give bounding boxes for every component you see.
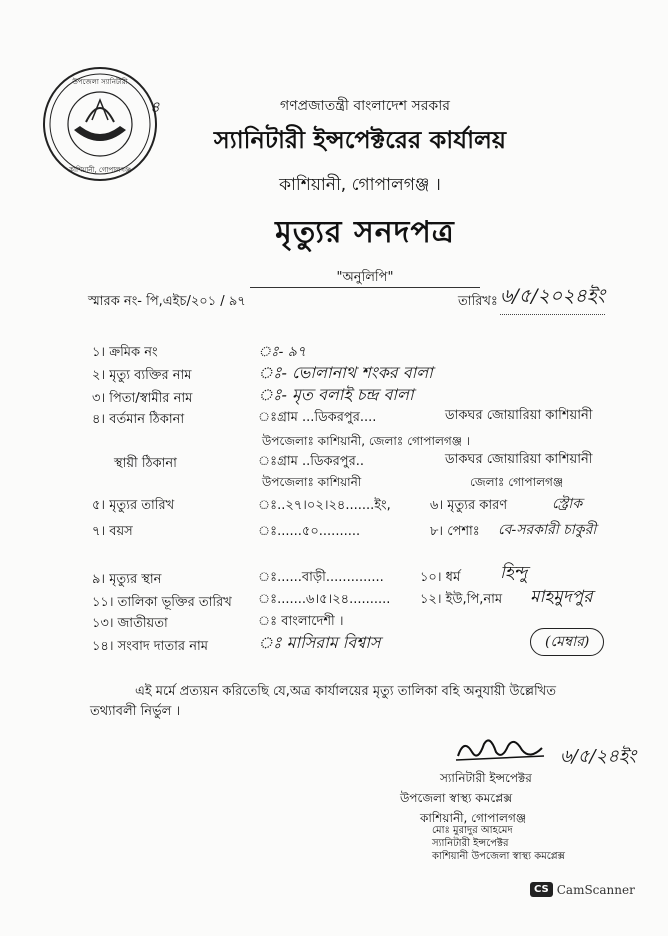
field-label: ১। ক্রমিক নং [92,345,158,360]
present-address-postoffice: ডাকঘর জোয়ারিয়া কাশিয়ানী [445,408,593,423]
present-address-label: ৪। বর্তমান ঠিকানা [92,412,185,427]
field-value: ঃ- ভোলানাথ শংকর বালা [258,363,433,382]
death-date-label: ৫। মৃত্যুর তারিখ [92,498,175,513]
occupation-value: বে-সরকারী চাকুরী [498,522,597,538]
signature-place: কাশিয়ানী, গোপালগঞ্জ [420,811,527,825]
memo-date-label: তারিখঃ [458,294,498,309]
permanent-address-district: জেলাঃ গোপালগঞ্জ [470,475,564,489]
office-title: স্যানিটারী ইন্সপেক্টরের কার্যালয় [213,126,507,154]
signature-date: ৬/৫/২৪ইং [560,746,637,767]
signature-icon [452,730,552,770]
signature-office: উপজেলা স্বাস্থ্য কমপ্লেক্স [400,791,513,805]
permanent-address-postoffice: ডাকঘর জোয়ারিয়া কাশিয়ানী [445,452,593,467]
field-label: ৩। পিতা/স্বামীর নাম [92,391,193,406]
religion-value: হিন্দু [500,563,528,583]
religion-label: ১০। ধর্ম [420,570,461,585]
svg-text:কাশিয়ানী, গোপালগঞ্জ: কাশিয়ানী, গোপালগঞ্জ [69,166,131,174]
nationality-label: ১৩। জাতীয়তা [92,616,168,631]
camscanner-logo-icon: CS [530,882,553,897]
death-place-label: ৯। মৃত্যুর স্থান [92,572,162,587]
age-value: ঃ......৫০.......... [258,524,361,539]
occupation-label: ৮। পেশাঃ [430,524,480,539]
permanent-address-label: স্থায়ী ঠিকানা [114,456,177,471]
permanent-address-upazila: উপজেলাঃ কাশিয়ানী [262,475,362,489]
svg-text:উপজেলা স্যানিটারী: উপজেলা স্যানিটারী [72,78,128,86]
stamp-title: স্যানিটারী ইন্সপেক্টর [432,838,509,849]
document-title: মৃত্যুর সনদপত্র [275,215,455,250]
stamp-name: মোঃ মুরাদুর আহমেদ [432,825,513,836]
death-cause-label: ৬। মৃত্যুর কারণ [430,498,508,513]
signature-title: স্যানিটারী ইন্সপেক্টর [440,771,532,785]
signature-stamp [432,824,565,863]
union-name-value: মাহমুদপুর [530,587,593,607]
death-cause-value: স্ট্রোক [552,496,583,512]
certification-line: এই মর্মে প্রত্যয়ন করিতেছি যে,অত্র কার্যালয়ের মৃত্যু তালিকা বহি অনুযায়ী উল্লেখিত [135,684,556,699]
union-name-label: ১২। ইউ,পি,নাম [420,592,503,607]
informant-role: (মেম্বার) [530,628,604,656]
present-address-village: ঃগ্রাম ...ডিকরপুর.... [258,410,377,425]
seal-mark: ৪ [150,98,160,116]
stamp-office: কাশিয়ানী উপজেলা স্বাস্থ্য কমপ্লেক্স [432,851,565,862]
informant-label: ১৪। সংবাদ দাতার নাম [92,639,208,654]
copy-label: "অনুলিপি" [336,270,394,285]
memo-number: স্মারক নং- পি,এইচ/২০১ / ৯৭ [88,294,246,309]
death-place-value: ঃ......বাড়ী.............. [258,570,384,585]
nationality-value: ঃ বাংলাদেশী । [258,614,344,629]
age-label: ৭। বয়স [92,524,133,539]
copy-underline [250,287,480,288]
field-label: ২। মৃত্যু ব্যক্তির নাম [92,368,192,383]
informant-value: ঃ মাসিরাম বিশ্বাস [258,633,381,652]
camscanner-watermark [530,882,635,897]
death-date-value: ঃ..২৭।০২।২৪.......ইং, [258,498,391,513]
registration-date-value: ঃ.......৬।৫।২৪.......... [258,592,391,607]
field-value: ঃ- মৃত বলাই চন্দ্র বালা [258,385,414,404]
registration-date-label: ১১। তালিকা ভূক্তির তারিখ [92,595,232,610]
certification-line: তথ্যাবলী নির্ভুল । [90,704,181,719]
camscanner-text: CamScanner [556,882,635,897]
govt-title: গণপ্রজাতন্ত্রী বাংলাদেশ সরকার [280,98,450,114]
permanent-address-village: ঃগ্রাম ..ডিকরপুর.. [258,454,364,469]
present-address-upazila: উপজেলাঃ কাশিয়ানী, জেলাঃ গোপালগঞ্জ । [262,434,471,448]
memo-date-value: ৬/৫/২০২৪ইং [500,282,605,315]
place-title: কাশিয়ানী, গোপালগঞ্জ । [279,175,441,195]
office-seal-icon [40,64,160,184]
field-value: ঃ- ৯৭ [258,344,306,360]
